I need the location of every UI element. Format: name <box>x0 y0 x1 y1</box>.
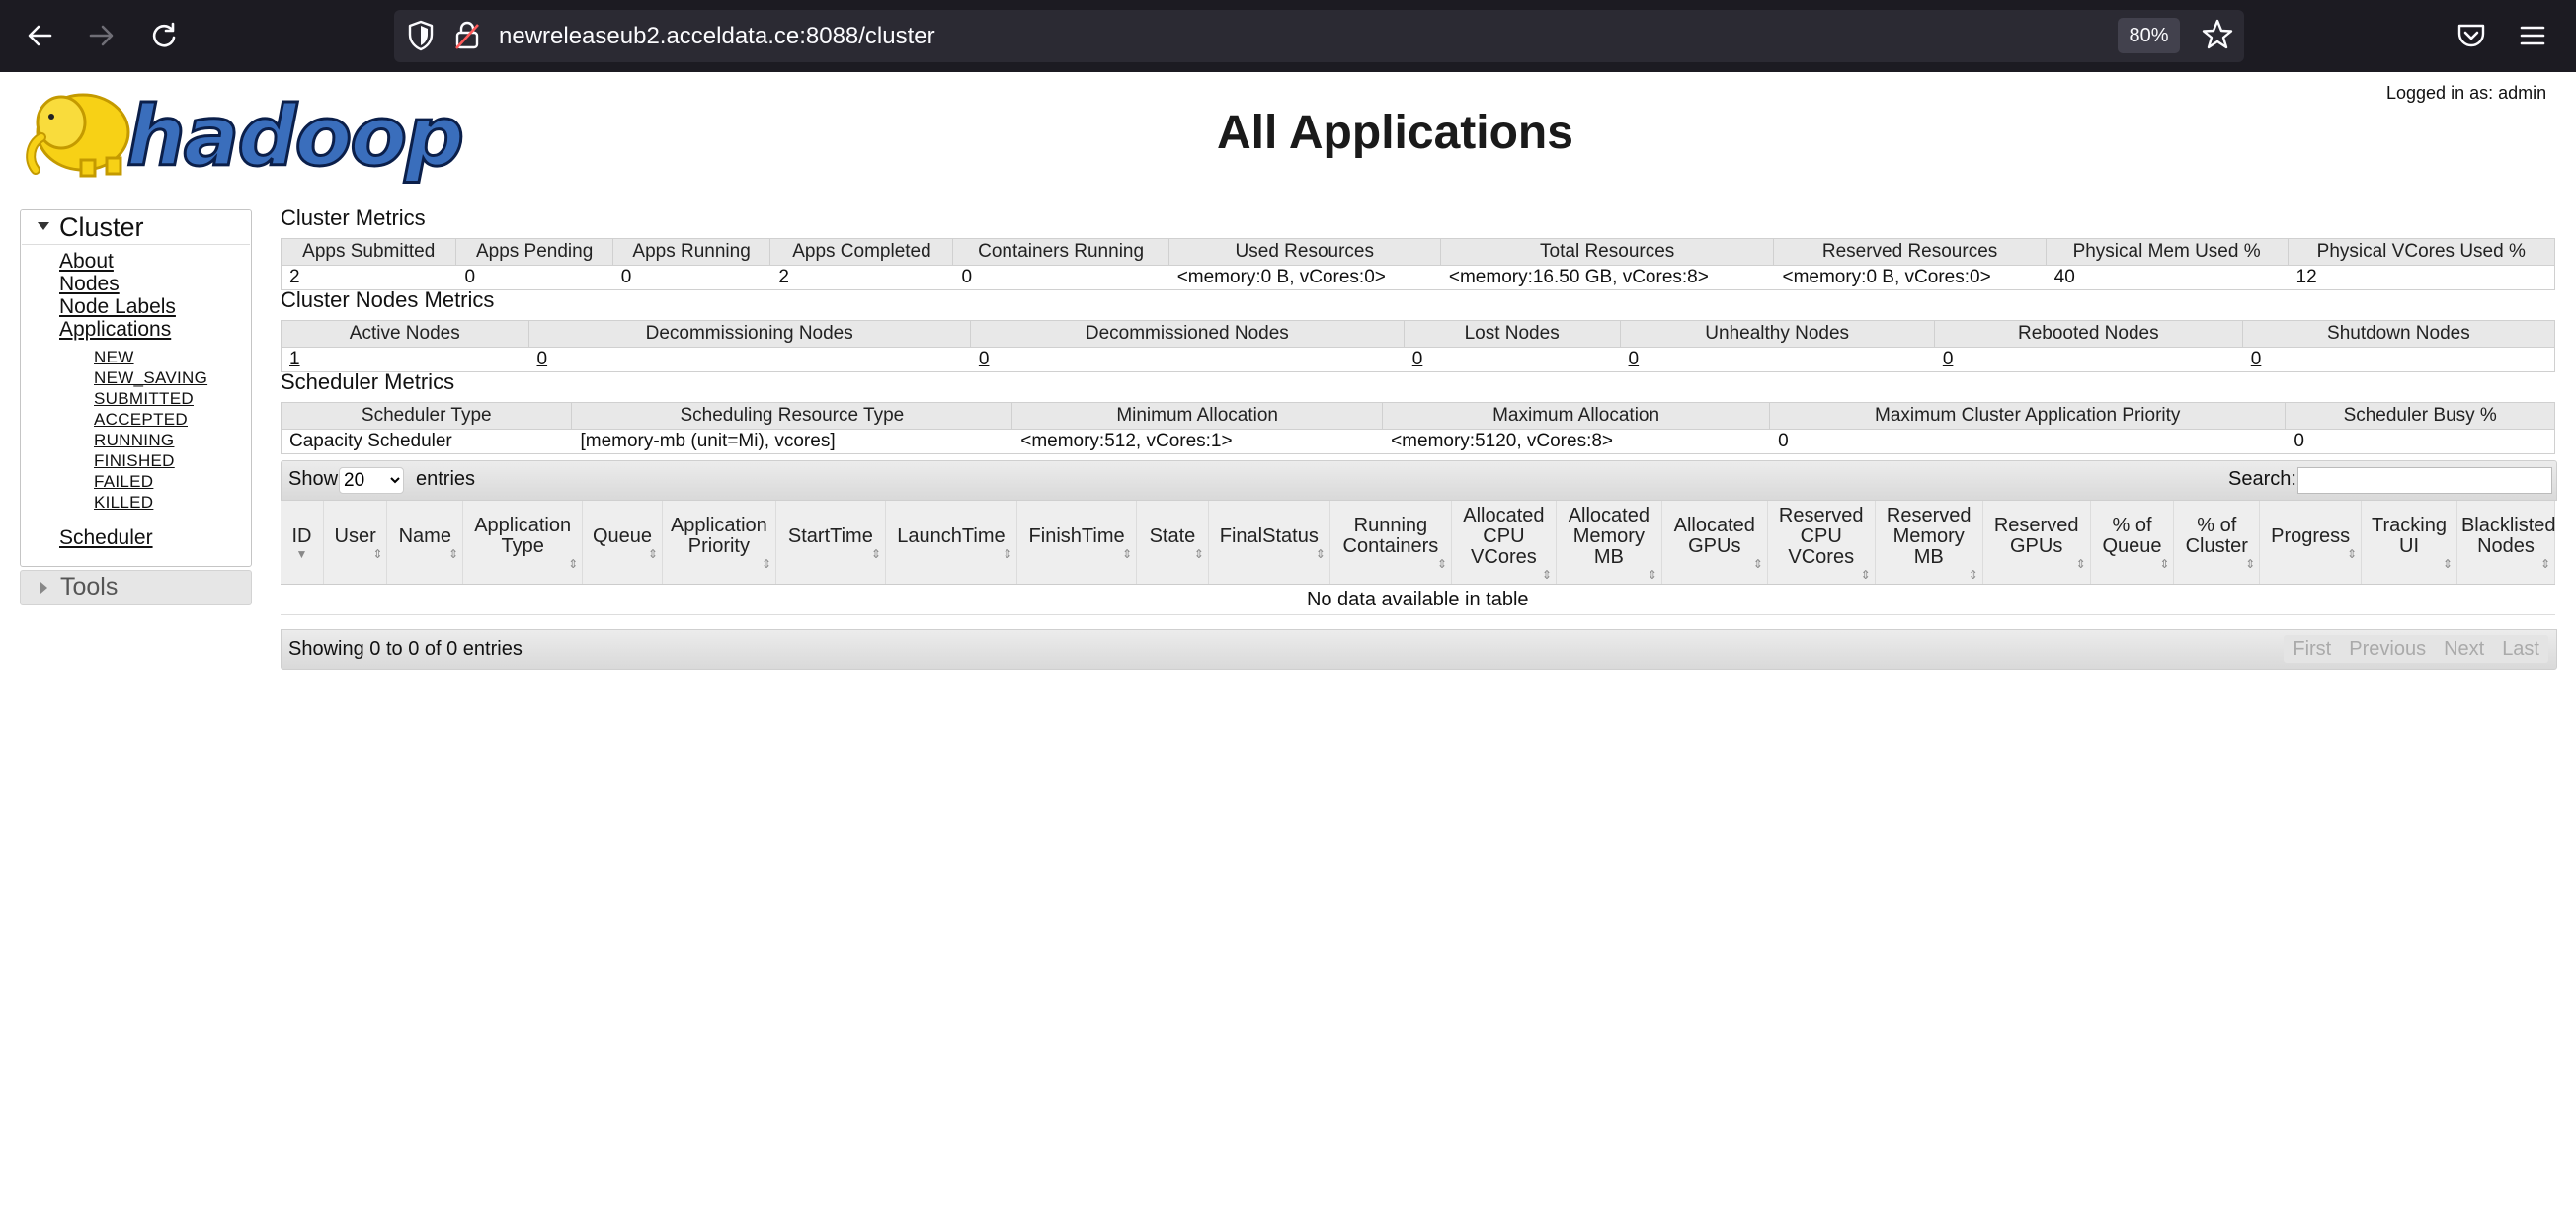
sidebar-state-finished[interactable]: FINISHED <box>94 451 175 470</box>
metric-header: Apps Pending <box>456 239 612 266</box>
metric-header: Maximum Cluster Application Priority <box>1770 403 2286 430</box>
search-label: Search: <box>2228 468 2296 490</box>
metric-header: Scheduling Resource Type <box>572 403 1012 430</box>
sort-icon[interactable]: ⇕ <box>448 546 459 561</box>
sort-icon[interactable]: ⇕ <box>761 557 771 571</box>
metric-value: 0 <box>953 266 1168 290</box>
shutdown-nodes-link[interactable]: 0 <box>2250 349 2262 369</box>
insecure-lock-icon[interactable] <box>453 20 481 56</box>
metric-header: Apps Submitted <box>282 239 456 266</box>
column-header-queue[interactable]: Queue ⇕ <box>583 501 663 585</box>
metric-header: Reserved Resources <box>1774 239 2046 266</box>
column-header-start-time[interactable]: StartTime ⇕ <box>775 501 885 585</box>
sidebar-link-scheduler[interactable]: Scheduler <box>59 526 153 549</box>
sort-icon[interactable]: ⇕ <box>870 546 881 561</box>
applications-table <box>281 501 2555 615</box>
column-header-allocated-gpus[interactable]: Allocated GPUs ⇕ <box>1661 501 1767 585</box>
lost-nodes-link[interactable]: 0 <box>1411 349 1423 369</box>
sort-icon[interactable]: ⇕ <box>647 546 658 561</box>
sort-icon[interactable]: ⇕ <box>1752 557 1763 571</box>
pagination-previous-button[interactable]: Previous <box>2349 638 2427 660</box>
expand-triangle-icon[interactable] <box>40 582 47 594</box>
pagination-first-button[interactable]: First <box>2293 638 2332 660</box>
metric-header: Physical Mem Used % <box>2046 239 2288 266</box>
sidebar-link-applications[interactable]: Applications <box>59 318 172 341</box>
sort-icon[interactable]: ⇕ <box>1193 546 1204 561</box>
sidebar-state-submitted[interactable]: SUBMITTED <box>94 389 194 408</box>
column-header-application-priority[interactable]: Application Priority ⇕ <box>662 501 775 585</box>
column-header-reserved-cpu-vcores[interactable]: Reserved CPU VCores ⇕ <box>1767 501 1875 585</box>
sidebar-state-accepted[interactable]: ACCEPTED <box>94 410 188 429</box>
sort-icon[interactable]: ⇕ <box>568 557 579 571</box>
table-header-row <box>281 501 2555 585</box>
pagination <box>2284 635 2548 663</box>
sort-icon[interactable]: ⇕ <box>1436 557 1447 571</box>
column-header-id[interactable]: ID ▼ <box>281 501 323 585</box>
column-header-final-status[interactable]: FinalStatus ⇕ <box>1208 501 1329 585</box>
sort-icon[interactable]: ⇕ <box>1315 546 1326 561</box>
active-nodes-link[interactable]: 1 <box>289 349 300 369</box>
metric-value: [memory-mb (unit=Mi), vcores] <box>572 430 1012 454</box>
forward-icon[interactable] <box>84 18 120 53</box>
metric-value: 2 <box>282 266 456 290</box>
sort-desc-icon[interactable]: ▼ <box>295 546 308 561</box>
nodes-metrics-table <box>281 320 2555 372</box>
nodes-metrics-title: Cluster Nodes Metrics <box>281 287 495 312</box>
sort-icon[interactable]: ⇕ <box>1647 567 1657 582</box>
sidebar-cluster-header[interactable] <box>22 210 250 245</box>
sort-icon[interactable]: ⇕ <box>1002 546 1013 561</box>
sort-icon[interactable]: ⇕ <box>2539 557 2550 571</box>
metric-value: 0 <box>456 266 612 290</box>
metric-value: 0 <box>612 266 770 290</box>
metric-header: Decommissioned Nodes <box>970 321 1404 348</box>
decommissioned-nodes-link[interactable]: 0 <box>978 349 990 369</box>
search-input[interactable] <box>2297 467 2552 494</box>
metric-header: Lost Nodes <box>1404 321 1620 348</box>
scheduler-metrics-table <box>281 402 2555 454</box>
metric-header: Unhealthy Nodes <box>1620 321 1934 348</box>
sidebar-link-node-labels[interactable]: Node Labels <box>59 295 176 318</box>
metric-header: Containers Running <box>953 239 1168 266</box>
sort-icon[interactable]: ⇕ <box>1541 567 1552 582</box>
entries-label: entries <box>416 468 476 490</box>
sort-icon[interactable]: ⇕ <box>1860 567 1871 582</box>
metric-header: Apps Completed <box>770 239 953 266</box>
metric-value: 40 <box>2046 266 2288 290</box>
metric-value: <memory:0 B, vCores:0> <box>1774 266 2046 290</box>
metric-header: Scheduler Busy % <box>2286 403 2555 430</box>
column-header-allocated-cpu-vcores[interactable]: Allocated CPU VCores ⇕ <box>1451 501 1556 585</box>
column-header-progress[interactable]: Progress ⇕ <box>2260 501 2362 585</box>
sidebar-link-about[interactable]: About <box>59 250 114 273</box>
sidebar-panel <box>20 209 252 567</box>
column-header-user[interactable]: User ⇕ <box>323 501 387 585</box>
metric-value: Capacity Scheduler <box>282 430 572 454</box>
pocket-icon[interactable] <box>2455 20 2487 56</box>
metric-value: <memory:16.50 GB, vCores:8> <box>1440 266 1774 290</box>
shield-icon[interactable] <box>407 20 435 56</box>
cluster-metrics-title: Cluster Metrics <box>281 205 426 230</box>
back-icon[interactable] <box>22 18 57 53</box>
metric-value: <memory:5120, vCores:8> <box>1383 430 1770 454</box>
bookmark-star-icon[interactable] <box>2201 18 2234 56</box>
metric-header: Maximum Allocation <box>1383 403 1770 430</box>
metric-value: <memory:512, vCores:1> <box>1012 430 1383 454</box>
hamburger-menu-icon[interactable] <box>2518 20 2547 56</box>
sidebar-state-failed[interactable]: FAILED <box>94 472 154 491</box>
cluster-metrics-table <box>281 238 2555 290</box>
column-header-reserved-memory-mb[interactable]: Reserved Memory MB ⇕ <box>1875 501 1982 585</box>
empty-table-message: No data available in table <box>281 585 2555 615</box>
table-info-text: Showing 0 to 0 of 0 entries <box>288 638 523 660</box>
metric-value: 0 <box>1770 430 2286 454</box>
sidebar-tools-header[interactable] <box>20 570 252 605</box>
page-title: All Applications <box>1217 107 1573 159</box>
column-header-reserved-gpus[interactable]: Reserved GPUs ⇕ <box>1982 501 2090 585</box>
column-header-tracking-ui[interactable]: Tracking UI ⇕ <box>2362 501 2457 585</box>
sort-icon[interactable]: ⇕ <box>2075 557 2086 571</box>
url-text[interactable]: newreleaseub2.acceldata.ce:8088/cluster <box>499 23 935 49</box>
table-footer <box>281 629 2557 670</box>
metric-header: Rebooted Nodes <box>1934 321 2242 348</box>
metric-value: <memory:0 B, vCores:0> <box>1168 266 1440 290</box>
logged-in-label: Logged in as: admin <box>2386 83 2547 103</box>
zoom-level-badge[interactable]: 80% <box>2118 18 2180 53</box>
column-header-finish-time[interactable]: FinishTime ⇕ <box>1017 501 1137 585</box>
scheduler-metrics-title: Scheduler Metrics <box>281 369 455 394</box>
metric-header: Decommissioning Nodes <box>528 321 970 348</box>
sidebar-state-new[interactable]: NEW <box>94 348 134 366</box>
sidebar-state-new-saving[interactable]: NEW_SAVING <box>94 368 208 387</box>
metric-value: 2 <box>770 266 953 290</box>
column-header-percent-of-cluster[interactable]: % of Cluster ⇕ <box>2174 501 2260 585</box>
column-header-name[interactable]: Name ⇕ <box>387 501 463 585</box>
metric-header: Shutdown Nodes <box>2242 321 2554 348</box>
sidebar-link-nodes[interactable]: Nodes <box>59 273 120 295</box>
applications-table-wrapper <box>281 460 2555 670</box>
metric-header: Active Nodes <box>282 321 529 348</box>
show-label: Show <box>288 468 339 490</box>
pagination-next-button[interactable]: Next <box>2444 638 2485 660</box>
column-header-running-containers[interactable]: Running Containers ⇕ <box>1329 501 1451 585</box>
metric-header: Minimum Allocation <box>1012 403 1383 430</box>
hadoop-wordmark: hadoop <box>126 88 463 185</box>
page-size-select[interactable] <box>339 467 404 494</box>
reload-icon[interactable] <box>145 18 181 53</box>
rebooted-nodes-link[interactable]: 0 <box>1942 349 1954 369</box>
column-header-allocated-memory-mb[interactable]: Allocated Memory MB ⇕ <box>1556 501 1661 585</box>
sidebar-state-running[interactable]: RUNNING <box>94 431 175 449</box>
column-header-application-type[interactable]: Application Type ⇕ <box>463 501 583 585</box>
sort-icon[interactable]: ⇕ <box>2442 557 2453 571</box>
metric-value: 12 <box>2288 266 2554 290</box>
unhealthy-nodes-link[interactable]: 0 <box>1628 349 1640 369</box>
column-header-blacklisted-nodes[interactable]: Blacklisted Nodes ⇕ <box>2456 501 2554 585</box>
column-header-percent-of-queue[interactable]: % of Queue ⇕ <box>2090 501 2174 585</box>
sidebar-tools-label[interactable]: Tools <box>60 573 119 601</box>
metric-value: 0 <box>2286 430 2555 454</box>
metric-header: Apps Running <box>612 239 770 266</box>
sidebar-state-killed[interactable]: KILLED <box>94 493 154 512</box>
metric-header: Physical VCores Used % <box>2288 239 2554 266</box>
sort-icon[interactable]: ⇕ <box>2159 557 2170 571</box>
sort-icon[interactable]: ⇕ <box>372 546 383 561</box>
sort-icon[interactable]: ⇕ <box>1968 567 1978 582</box>
sidebar-cluster-label[interactable]: Cluster <box>59 212 144 242</box>
pagination-last-button[interactable]: Last <box>2502 638 2539 660</box>
sort-icon[interactable]: ⇕ <box>2347 546 2358 561</box>
column-header-state[interactable]: State ⇕ <box>1137 501 1209 585</box>
metric-header: Scheduler Type <box>282 403 572 430</box>
sort-icon[interactable]: ⇕ <box>1122 546 1133 561</box>
table-toolbar <box>281 460 2557 501</box>
sort-icon[interactable]: ⇕ <box>2245 557 2256 571</box>
collapse-triangle-icon[interactable] <box>38 222 49 230</box>
metric-header: Total Resources <box>1440 239 1774 266</box>
metric-header: Used Resources <box>1168 239 1440 266</box>
decommissioning-nodes-link[interactable]: 0 <box>536 349 548 369</box>
column-header-launch-time[interactable]: LaunchTime ⇕ <box>885 501 1016 585</box>
